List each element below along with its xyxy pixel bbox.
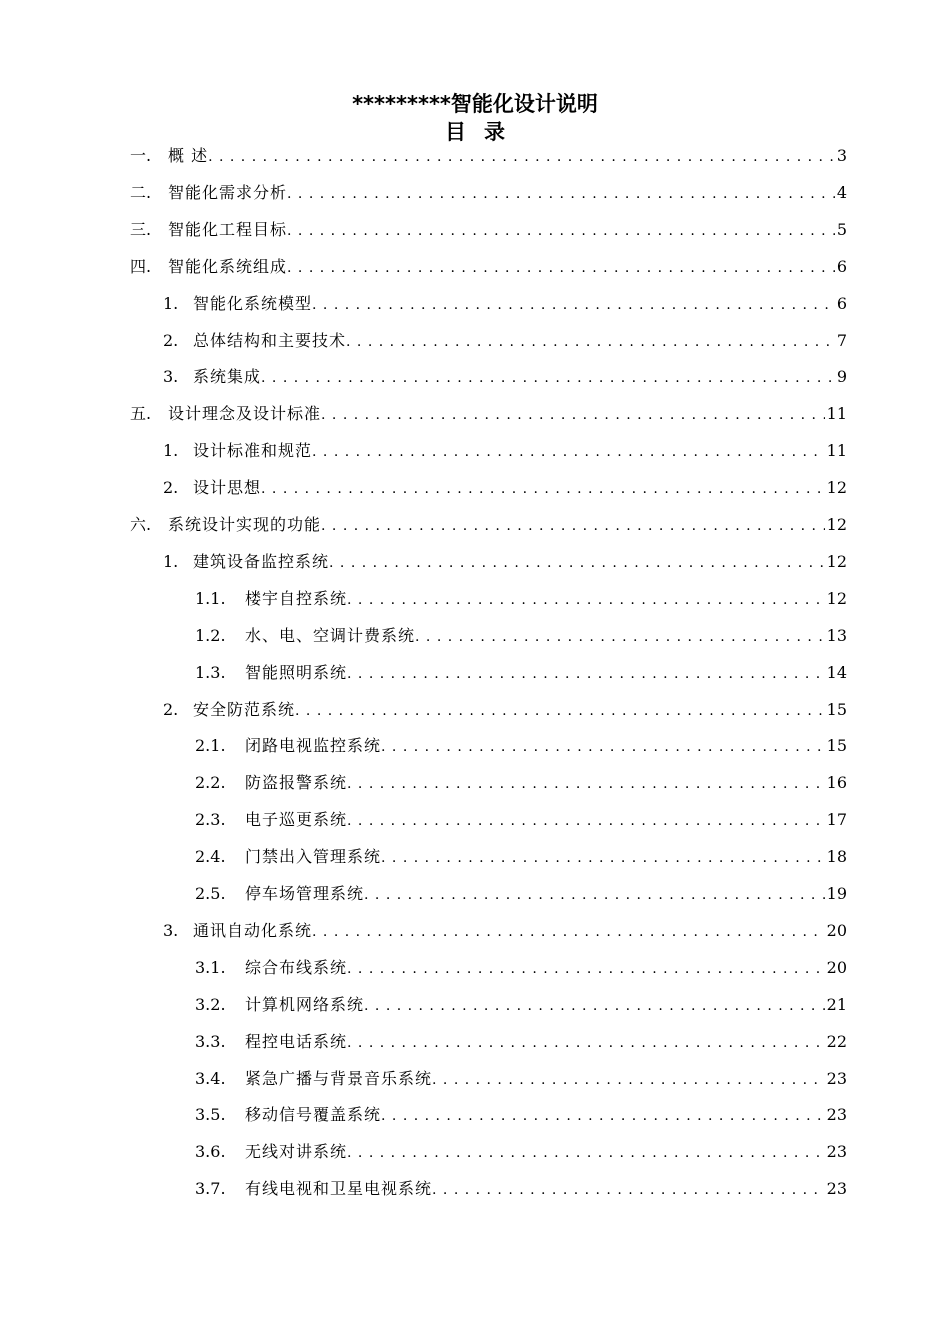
toc-entry[interactable]: [195, 734, 847, 758]
toc-entry-page-number: 17: [826, 810, 847, 830]
toc-entry-label: 程控电话系统: [245, 1031, 348, 1051]
toc-entry[interactable]: [163, 292, 847, 316]
toc-entry[interactable]: [195, 1103, 847, 1127]
toc-entry-number: 2.: [163, 478, 179, 498]
toc-entry[interactable]: [130, 181, 847, 205]
toc-entry[interactable]: [195, 956, 847, 980]
toc-dot-leader: [347, 809, 825, 833]
toc-entry-label: 建筑设备监控系统: [193, 551, 330, 571]
toc-dot-leader: [287, 256, 835, 280]
toc-entry-label: 智能化工程目标: [168, 219, 288, 239]
toc-entry-label: 闭路电视监控系统: [245, 736, 382, 756]
toc-entry[interactable]: [163, 476, 847, 500]
toc-dot-leader: [287, 182, 835, 206]
toc-entry-label: 水、电、空调计费系统: [245, 625, 416, 645]
toc-entry-label: 楼宇自控系统: [245, 588, 348, 608]
toc-entry-label: 移动信号覆盖系统: [245, 1105, 382, 1125]
toc-dot-leader: [312, 293, 835, 317]
toc-dot-leader: [295, 699, 825, 723]
toc-entry-number: 1.3.: [195, 662, 226, 682]
toc-entry-label: 安全防范系统: [193, 699, 296, 719]
toc-entry-label: 综合布线系统: [245, 957, 348, 977]
toc-entry-label: 智能化系统组成: [168, 256, 288, 276]
toc-entry[interactable]: [195, 587, 847, 611]
toc-entry-page-number: 23: [826, 1105, 847, 1125]
toc-dot-leader: [329, 551, 825, 575]
toc-entry-page-number: 18: [826, 847, 847, 867]
toc-entry[interactable]: [195, 624, 847, 648]
toc-entry-number: 三.: [130, 219, 152, 239]
toc-entry-number: 一.: [130, 146, 152, 165]
toc-entry-label: 门禁出入管理系统: [245, 847, 382, 867]
toc-entry[interactable]: [163, 365, 847, 389]
toc-entry-number: 1.1.: [195, 588, 226, 608]
toc-dot-leader: [346, 330, 835, 354]
toc-entry-number: 3.4.: [195, 1068, 226, 1088]
toc-entry-page-number: 12: [826, 478, 847, 498]
toc-entry-page-number: 12: [826, 588, 847, 608]
toc-dot-leader: [347, 1141, 825, 1165]
toc-entry-label: 有线电视和卫星电视系统: [245, 1179, 433, 1199]
toc-entry-label: 设计思想: [193, 478, 262, 498]
toc-entry-label: 系统集成: [193, 367, 262, 387]
toc-dot-leader: [261, 477, 825, 501]
toc-entry-number: 2.1.: [195, 736, 226, 756]
toc-entry[interactable]: [195, 845, 847, 869]
toc-dot-leader: [432, 1068, 825, 1092]
toc-dot-leader: [347, 662, 825, 686]
toc-entry-label: 紧急广播与背景音乐系统: [245, 1068, 433, 1088]
toc-dot-leader: [347, 588, 825, 612]
toc-entry-number: 2.5.: [195, 884, 226, 903]
toc-entry-page-number: 23: [826, 1142, 847, 1162]
toc-entry[interactable]: [130, 144, 847, 168]
toc-entry-label: 系统设计实现的功能: [168, 515, 322, 534]
toc-entry-page-number: 12: [826, 551, 847, 571]
toc-entry-page-number: 4: [836, 182, 847, 202]
toc-entry-number: 2.3.: [195, 810, 226, 830]
toc-entry-label: 无线对讲系统: [245, 1142, 348, 1162]
toc-entry[interactable]: [130, 402, 847, 426]
toc-entry-page-number: 7: [836, 330, 847, 350]
toc-entry[interactable]: [195, 1140, 847, 1164]
toc-entry-number: 1.: [163, 293, 179, 313]
toc-entry[interactable]: [163, 698, 847, 722]
toc-entry-page-number: 11: [826, 404, 847, 424]
toc-dot-leader: [381, 846, 825, 870]
toc-dot-leader: [287, 219, 835, 243]
toc-entry-page-number: 16: [826, 773, 847, 793]
toc-entry[interactable]: [130, 255, 847, 279]
toc-dot-leader: [364, 883, 825, 907]
toc-entry-number: 3.6.: [195, 1142, 226, 1162]
toc-entry-number: 2.2.: [195, 773, 226, 793]
toc-entry-page-number: 15: [826, 736, 847, 756]
toc-entry-page-number: 6: [836, 256, 847, 276]
toc-entry-page-number: 5: [836, 219, 847, 239]
toc-entry-number: 二.: [130, 182, 152, 202]
toc-entry-label: 设计标准和规范: [193, 441, 313, 461]
toc-dot-leader: [415, 625, 825, 649]
toc-entry-number: 3.1.: [195, 957, 226, 977]
toc-entry-number: 四.: [130, 256, 152, 276]
toc-entry-number: 五.: [130, 404, 152, 424]
toc-entry-page-number: 22: [826, 1031, 847, 1051]
toc-entry-number: 3.: [163, 367, 179, 387]
toc-entry-page-number: 14: [826, 662, 847, 682]
toc-entry-number: 3.7.: [195, 1179, 226, 1199]
toc-entry[interactable]: [195, 1177, 847, 1201]
toc-entry-number: 3.5.: [195, 1105, 226, 1125]
toc-entry[interactable]: [195, 882, 847, 906]
toc-entry-page-number: 13: [826, 625, 847, 645]
toc-entry-label: 智能照明系统: [245, 662, 348, 682]
toc-entry-page-number: 6: [836, 293, 847, 313]
toc-entry-label: 智能化系统模型: [193, 293, 313, 313]
toc-entry-number: 3.2.: [195, 994, 226, 1014]
toc-entry-page-number: 23: [826, 1179, 847, 1199]
toc-entry-number: 1.: [163, 441, 179, 461]
toc-entry-page-number: 15: [826, 699, 847, 719]
toc-entry-number: 3.3.: [195, 1031, 226, 1051]
toc-dot-leader: [347, 1031, 825, 1055]
toc-entry-page-number: 21: [826, 994, 847, 1014]
toc-entry[interactable]: [163, 329, 847, 353]
toc-entry-number: 六.: [130, 515, 152, 534]
toc-entry[interactable]: [195, 1067, 847, 1091]
toc-entry-label: 停车场管理系统: [245, 884, 365, 903]
toc-dot-leader: [321, 514, 825, 538]
toc-entry-page-number: 23: [826, 1068, 847, 1088]
toc-entry[interactable]: [195, 1030, 847, 1054]
toc-dot-leader: [381, 735, 825, 759]
toc-entry[interactable]: [130, 218, 847, 242]
toc-entry-label: 防盗报警系统: [245, 773, 348, 793]
toc-entry-page-number: 3: [836, 146, 847, 165]
toc-dot-leader: [432, 1178, 825, 1202]
toc-dot-leader: [364, 994, 825, 1018]
toc-entry-page-number: 20: [826, 920, 847, 940]
toc-entry[interactable]: [195, 661, 847, 685]
toc-entry-number: 2.4.: [195, 847, 226, 867]
toc-entry-page-number: 19: [826, 884, 847, 903]
toc-entry-page-number: 20: [826, 957, 847, 977]
toc-entry-label: 设计理念及设计标准: [168, 404, 322, 424]
toc-entry[interactable]: [130, 513, 847, 537]
toc-dot-leader: [347, 772, 825, 796]
toc-entry-number: 2.: [163, 330, 179, 350]
toc-entry-page-number: 12: [826, 515, 847, 534]
toc-entry-page-number: 11: [826, 441, 847, 461]
toc-entry-label: 概 述: [168, 146, 209, 165]
toc-dot-leader: [261, 366, 835, 390]
toc-entry-label: 通讯自动化系统: [193, 920, 313, 940]
document-title: *********智能化设计说明: [352, 92, 598, 116]
toc-entry[interactable]: [195, 771, 847, 795]
toc-entry[interactable]: [195, 993, 847, 1017]
toc-dot-leader: [321, 403, 825, 427]
toc-entry[interactable]: [163, 919, 847, 943]
toc-dot-leader: [208, 145, 835, 169]
toc-entry-label: 智能化需求分析: [168, 182, 288, 202]
toc-entry-label: 计算机网络系统: [245, 994, 365, 1014]
toc-entry[interactable]: [163, 439, 847, 463]
toc-dot-leader: [381, 1104, 825, 1128]
toc-entry-label: 电子巡更系统: [245, 810, 348, 830]
toc-entry[interactable]: [195, 808, 847, 832]
toc-dot-leader: [312, 440, 825, 464]
toc-entry-number: 3.: [163, 920, 179, 940]
toc-heading: 目录: [445, 120, 523, 144]
toc-dot-leader: [312, 920, 825, 944]
toc-entry-label: 总体结构和主要技术: [193, 330, 347, 350]
toc-entry-number: 1.2.: [195, 625, 226, 645]
toc-entry-number: 2.: [163, 699, 179, 719]
toc-entry-page-number: 9: [836, 367, 847, 387]
toc-entry[interactable]: [163, 550, 847, 574]
toc-entry-number: 1.: [163, 551, 179, 571]
toc-dot-leader: [347, 957, 825, 981]
